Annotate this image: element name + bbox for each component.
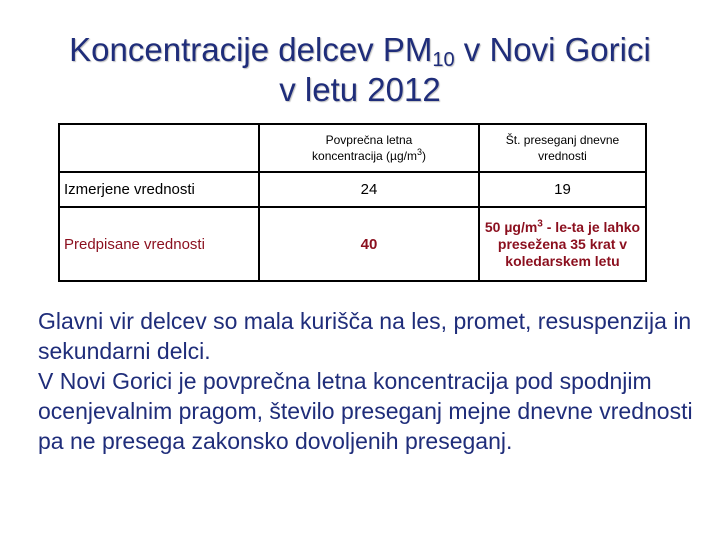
paragraph-sources: Glavni vir delcev so mala kurišča na les, promet, resuspenzija in sekundarni delci. — [38, 308, 692, 364]
header-annual-line2: koncentracija (µg/m — [312, 149, 417, 163]
note-line1-b: - le-ta je lahko — [542, 218, 641, 235]
header-daily-exceedances — [479, 124, 646, 172]
row-label-measured: Izmerjene vrednosti — [59, 172, 259, 207]
measured-annual-value: 24 — [259, 172, 479, 207]
note-line1-a: 50 µg/m — [484, 218, 538, 235]
header-annual-sup: 3 — [416, 147, 422, 157]
note-line3: koledarskem letu — [505, 252, 620, 269]
paragraph-conclusion: V Novi Gorici je povprečna letna koncentracija pod spodnjim ocenjevalnim pragom, število preseganj mejne dnevne vrednosti pa ne presega zakonsko dovoljenih preseganj. — [38, 368, 693, 454]
title-text-location: v Novi Gorici — [454, 31, 651, 68]
header-annual-paren: ) — [421, 149, 426, 163]
required-annual-value: 40 — [259, 207, 479, 281]
note-sup: 3 — [537, 217, 543, 229]
title-line-1 — [0, 30, 720, 70]
title-subscript: 10 — [432, 49, 455, 71]
title-text-pm: Koncentracije delcev PM — [69, 31, 433, 68]
header-annual-line1: Povprečna letna — [325, 133, 413, 147]
required-daily-note — [479, 207, 646, 281]
measured-daily-value: 19 — [479, 172, 646, 207]
pm10-table — [58, 123, 647, 282]
slide-body — [38, 306, 708, 456]
header-daily-line1: Št. preseganj dnevne — [505, 133, 620, 147]
slide-title — [0, 30, 720, 110]
table-header-row — [59, 124, 646, 172]
header-daily-line2: vrednosti — [538, 149, 587, 163]
table-row-required — [59, 207, 646, 281]
title-line-2: v letu 2012 — [279, 71, 441, 108]
header-annual-concentration — [259, 124, 479, 172]
note-line2: presežena 35 krat v — [497, 235, 628, 252]
table-row-measured — [59, 172, 646, 207]
header-empty-cell — [59, 124, 259, 172]
row-label-required: Predpisane vrednosti — [59, 207, 259, 281]
